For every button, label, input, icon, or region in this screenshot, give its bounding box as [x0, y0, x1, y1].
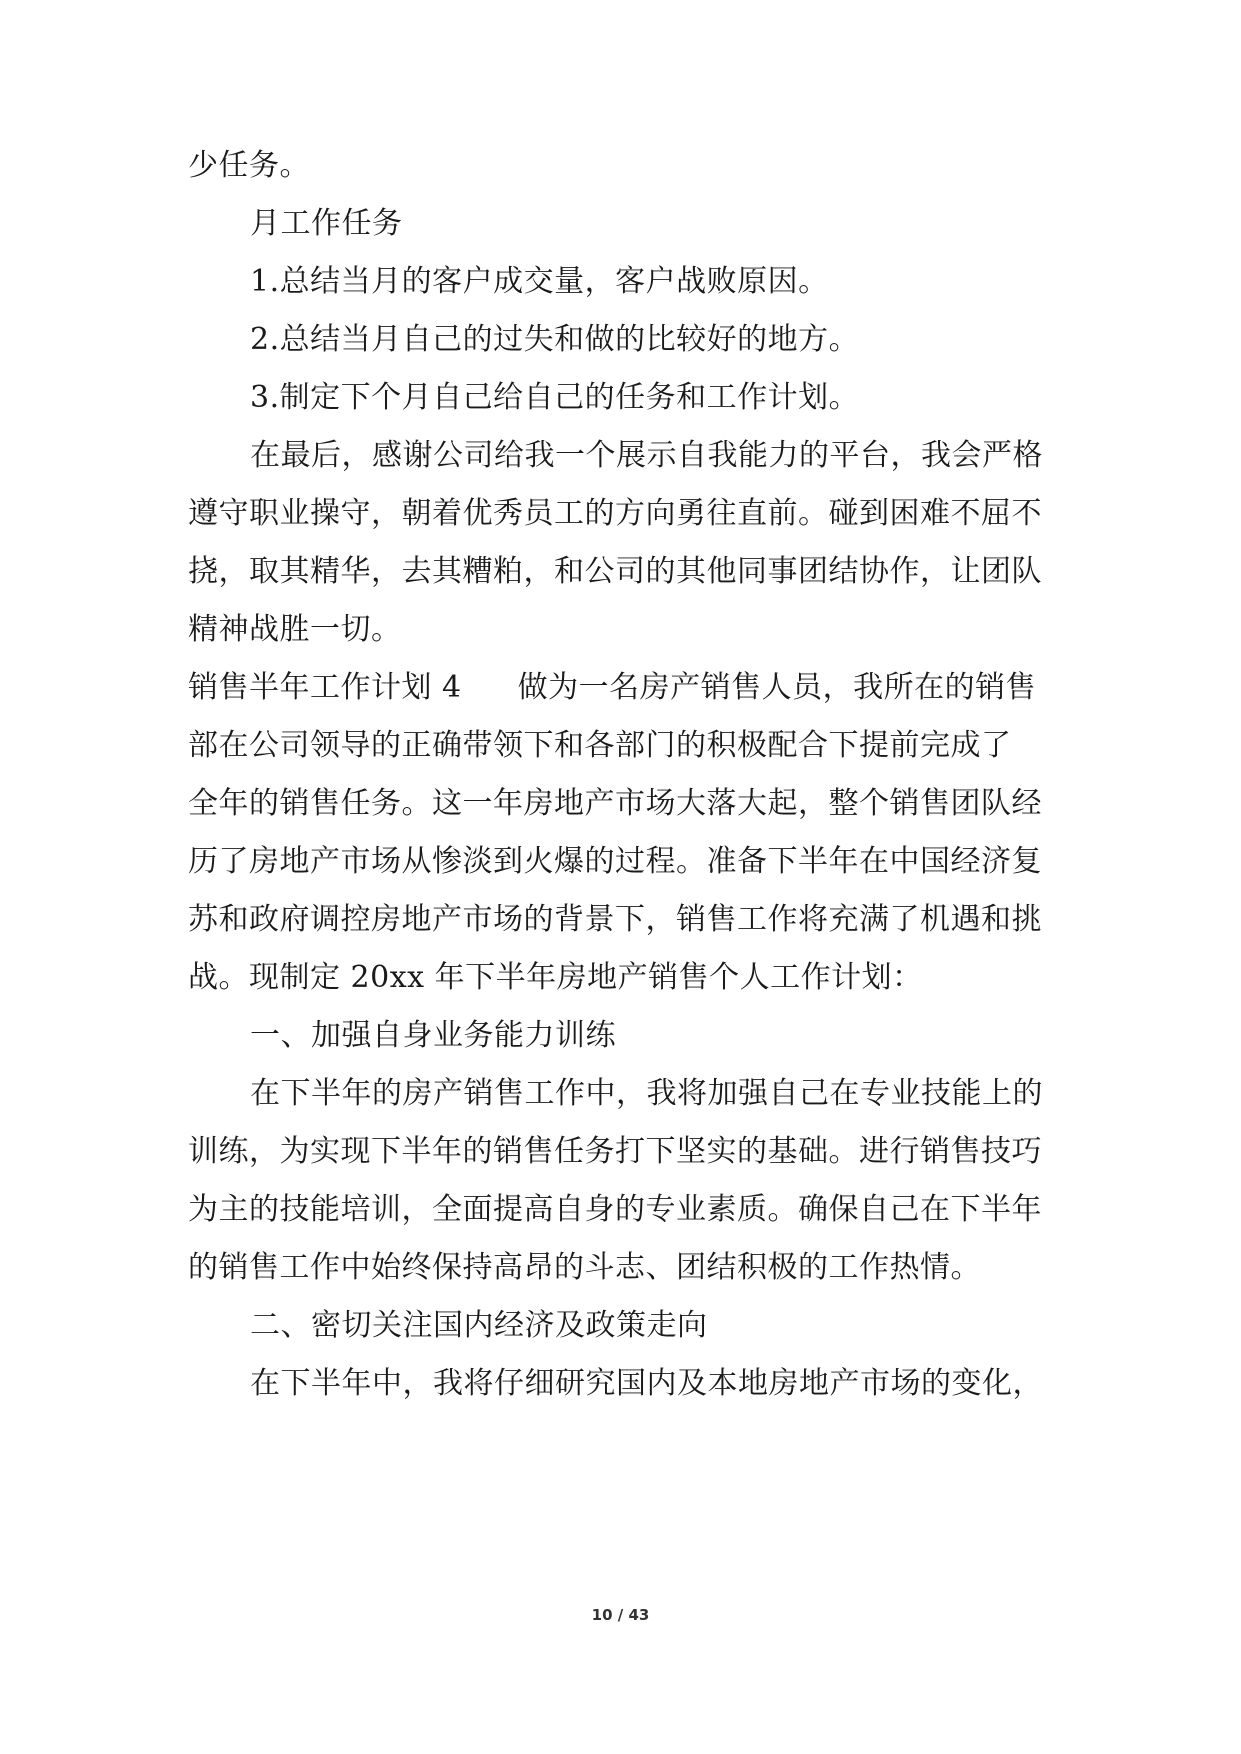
paragraph-line: 少任务。: [188, 148, 310, 183]
paragraph-line: 精神战胜一切。: [188, 612, 402, 647]
section-heading: 二、密切关注国内经济及政策走向: [250, 1308, 708, 1343]
paragraph-line: 在下半年中，我将仔细研究国内及本地房地产市场的变化，: [250, 1366, 1043, 1401]
page-number: 10 / 43: [591, 1606, 650, 1624]
list-item: 3.制定下个月自己给自己的任务和工作计划。: [250, 380, 860, 415]
paragraph-line: 的销售工作中始终保持高昂的斗志、团结积极的工作热情。: [188, 1250, 981, 1285]
paragraph-line: 战。现制定 20xx 年下半年房地产销售个人工作计划：: [188, 960, 923, 995]
paragraph-line: 全年的销售任务。这一年房地产市场大落大起，整个销售团队经: [188, 786, 1042, 821]
paragraph-line: 历了房地产市场从惨淡到火爆的过程。准备下半年在中国经济复: [188, 844, 1042, 879]
paragraph-line: 遵守职业操守，朝着优秀员工的方向勇往直前。碰到困难不屈不: [188, 496, 1042, 531]
paragraph-line: 苏和政府调控房地产市场的背景下，销售工作将充满了机遇和挑: [188, 902, 1042, 937]
section-heading: 一、加强自身业务能力训练: [250, 1018, 616, 1053]
paragraph-line: 在下半年的房产销售工作中，我将加强自己在专业技能上的: [250, 1076, 1043, 1111]
paragraph-line: 部在公司领导的正确带领下和各部门的积极配合下提前完成了: [188, 728, 1012, 763]
section-heading: 月工作任务: [250, 206, 403, 241]
list-item: 1.总结当月的客户成交量，客户战败原因。: [250, 264, 829, 299]
paragraph-text: 做为一名房产销售人员，我所在的销售: [517, 670, 1037, 705]
list-item: 2.总结当月自己的过失和做的比较好的地方。: [250, 322, 860, 357]
paragraph-line: 训练，为实现下半年的销售任务打下坚实的基础。进行销售技巧: [188, 1134, 1042, 1169]
paragraph-line: 在最后，感谢公司给我一个展示自我能力的平台，我会严格: [250, 438, 1043, 473]
section-title: 销售半年工作计划 4: [188, 670, 462, 705]
section-title-line: [188, 668, 1036, 708]
paragraph-line: 挠，取其精华，去其糟粕，和公司的其他同事团结协作，让团队: [188, 554, 1042, 589]
paragraph-line: 为主的技能培训，全面提高自身的专业素质。确保自己在下半年: [188, 1192, 1042, 1227]
